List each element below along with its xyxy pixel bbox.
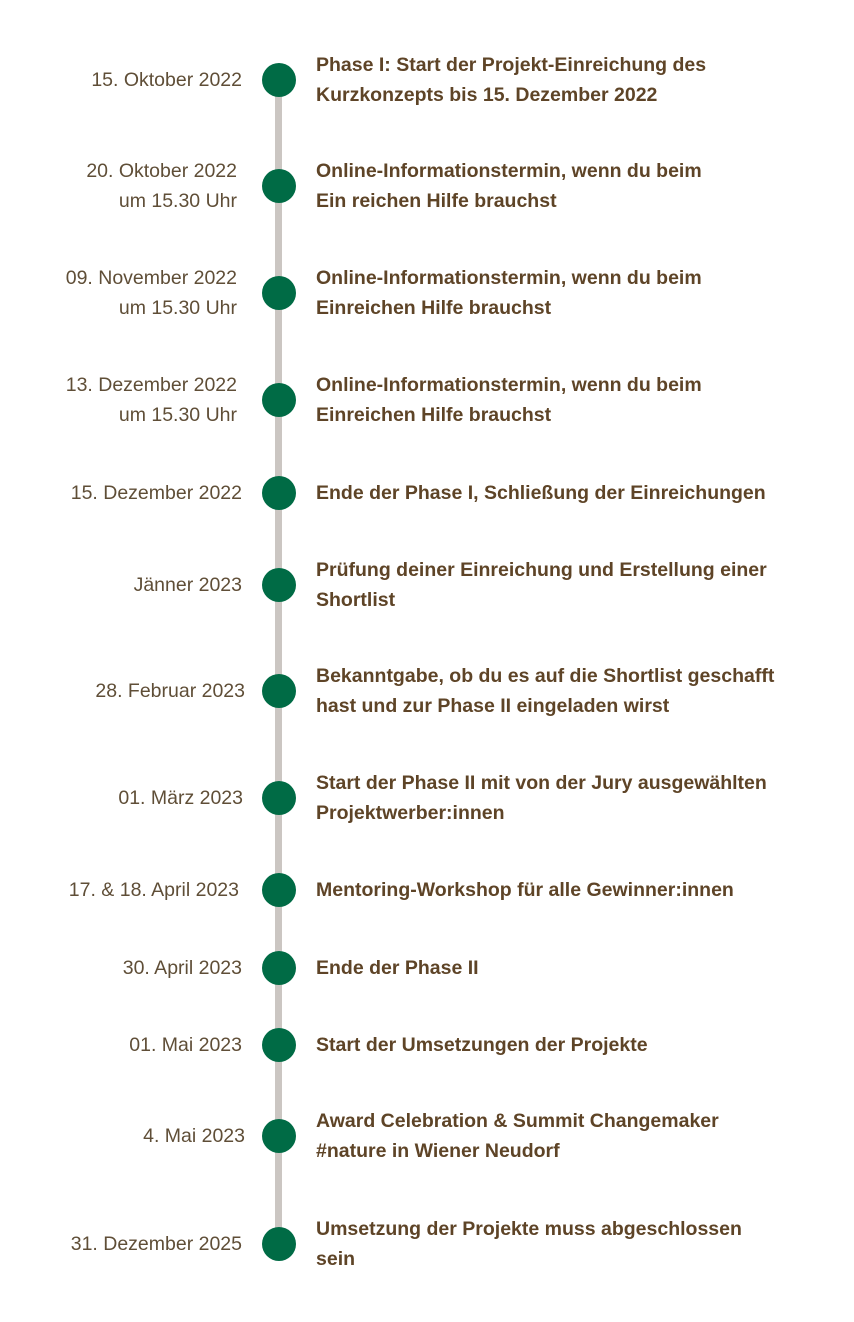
timeline-date <box>0 1030 242 1060</box>
timeline-description-line: Online-Informationstermin, wenn du beim <box>316 374 702 396</box>
timeline-date <box>0 875 239 905</box>
timeline-description <box>316 1214 826 1274</box>
timeline-date-line: 01. Mai 2023 <box>129 1034 242 1056</box>
timeline-description-line: Shortlist <box>316 589 396 611</box>
timeline-description-line: Prüfung deiner Einreichung und Erstellung einer <box>316 559 767 581</box>
timeline-date-line: 09. November 2022 <box>65 267 237 289</box>
timeline-dot <box>262 169 296 203</box>
timeline-line <box>275 80 282 1246</box>
timeline-date-line: 4. Mai 2023 <box>143 1125 245 1147</box>
timeline-description <box>316 661 826 721</box>
timeline-description-line: Ein reichen Hilfe brauchst <box>316 190 557 212</box>
timeline-dot <box>262 1028 296 1062</box>
timeline-date-line: 20. Oktober 2022 <box>86 160 237 182</box>
timeline-description <box>316 768 826 828</box>
timeline-date <box>0 478 242 508</box>
timeline-description-line: Umsetzung der Projekte muss abgeschlossen <box>316 1218 742 1240</box>
timeline-date <box>0 156 237 216</box>
timeline-date <box>0 263 237 323</box>
timeline-dot <box>262 1119 296 1153</box>
timeline-description-line: Award Celebration & Summit Changemaker <box>316 1110 719 1132</box>
timeline-date-line: 15. Dezember 2022 <box>70 482 242 504</box>
timeline-description <box>316 1030 826 1060</box>
timeline-date <box>0 65 242 95</box>
timeline-dot <box>262 476 296 510</box>
timeline-date-line: 15. Oktober 2022 <box>91 69 242 91</box>
timeline-date-line: 30. April 2023 <box>122 957 242 979</box>
timeline-dot <box>262 568 296 602</box>
timeline-description-line: Online-Informationstermin, wenn du beim <box>316 160 702 182</box>
timeline-date-line: 01. März 2023 <box>118 787 243 809</box>
timeline-description-line: #nature in Wiener Neudorf <box>316 1140 560 1162</box>
timeline-date-line: Jänner 2023 <box>133 574 242 596</box>
timeline-date <box>0 783 243 813</box>
timeline-dot <box>262 951 296 985</box>
timeline-dot <box>262 383 296 417</box>
timeline-dot <box>262 63 296 97</box>
timeline-date <box>0 370 237 430</box>
timeline-description-line: Start der Umsetzungen der Projekte <box>316 1034 648 1056</box>
timeline-description-line: Online-Informationstermin, wenn du beim <box>316 267 702 289</box>
timeline-description-line: Ende der Phase II <box>316 957 479 979</box>
timeline-description <box>316 555 826 615</box>
timeline-dot <box>262 276 296 310</box>
timeline-date-line: um 15.30 Uhr <box>118 190 237 212</box>
timeline-date <box>0 1121 245 1151</box>
timeline-description-line: Mentoring-Workshop für alle Gewinner:innen <box>316 879 734 901</box>
timeline-description-line: hast und zur Phase II eingeladen wirst <box>316 695 670 717</box>
timeline-description <box>316 478 826 508</box>
timeline-description <box>316 263 826 323</box>
timeline-description <box>316 875 826 905</box>
timeline-description <box>316 370 826 430</box>
timeline-description-line: Einreichen Hilfe brauchst <box>316 404 552 426</box>
timeline-dot <box>262 674 296 708</box>
timeline-date-line: um 15.30 Uhr <box>118 297 237 319</box>
timeline-date <box>0 570 242 600</box>
timeline-date <box>0 676 245 706</box>
timeline-description <box>316 953 826 983</box>
timeline-description-line: Phase I: Start der Projekt-Einreichung des <box>316 54 707 76</box>
timeline-date-line: 28. Februar 2023 <box>95 680 245 702</box>
timeline-description-line: Einreichen Hilfe brauchst <box>316 297 552 319</box>
timeline-date-line: um 15.30 Uhr <box>118 404 237 426</box>
timeline-dot <box>262 781 296 815</box>
timeline-description-line: Kurzkonzepts bis 15. Dezember 2022 <box>316 84 658 106</box>
timeline-date-line: 31. Dezember 2025 <box>70 1233 242 1255</box>
timeline-date <box>0 1229 242 1259</box>
timeline-date-line: 17. & 18. April 2023 <box>68 879 239 901</box>
timeline-description-line: Ende der Phase I, Schließung der Einreichungen <box>316 482 766 504</box>
timeline-description-line: Projektwerber:innen <box>316 802 505 824</box>
timeline-description <box>316 156 826 216</box>
timeline-description-line: sein <box>316 1248 356 1270</box>
timeline-description <box>316 1106 826 1166</box>
timeline-description <box>316 50 826 110</box>
timeline-dot <box>262 873 296 907</box>
timeline-date <box>0 953 242 983</box>
timeline-description-line: Bekanntgabe, ob du es auf die Shortlist geschafft <box>316 665 775 687</box>
timeline-description-line: Start der Phase II mit von der Jury ausgewählten <box>316 772 767 794</box>
timeline-dot <box>262 1227 296 1261</box>
timeline-date-line: 13. Dezember 2022 <box>65 374 237 396</box>
